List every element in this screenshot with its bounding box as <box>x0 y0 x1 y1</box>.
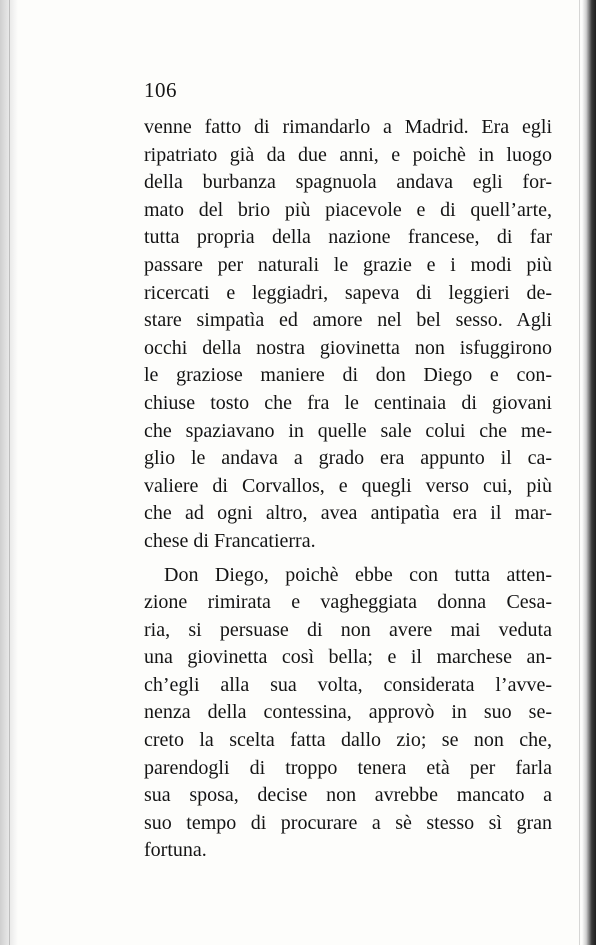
page-edge-line <box>579 0 580 945</box>
text-line: stare simpatìa ed amore nel bel sesso. Agli <box>144 309 552 332</box>
page-gutter-line <box>9 0 10 945</box>
body-text <box>144 114 552 865</box>
text-line: ria, si persuase di non avere mai veduta <box>144 618 552 641</box>
text-line: le graziose maniere di don Diego e con- <box>144 364 552 387</box>
page-number: 106 <box>144 78 177 102</box>
text-line: che spaziavano in quelle sale colui che me- <box>144 419 552 442</box>
text-line: occhi della nostra giovinetta non isfuggirono <box>144 336 552 359</box>
text-line: che ad ogni altro, avea antipatìa era il mar- <box>144 502 552 525</box>
text-line: della burbanza spagnuola andava egli for- <box>144 171 552 194</box>
text-line: chiuse tosto che fra le centinaia di giovani <box>144 391 552 414</box>
text-line: zione rimirata e vagheggiata donna Cesa- <box>144 591 552 614</box>
text-line: passare per naturali le grazie e i modi più <box>144 253 552 276</box>
text-line: creto la scelta fatta dallo zio; se non che, <box>144 729 552 752</box>
text-line: una giovinetta così bella; e il marchese an- <box>144 646 552 669</box>
text-line: nenza della contessina, approvò in suo se- <box>144 701 552 724</box>
text-line: ch’egli alla sua volta, considerata l’avve- <box>144 673 552 696</box>
text-line: chese di Francatierra. <box>144 529 316 552</box>
text-line: parendogli di troppo tenera età per farla <box>144 756 552 779</box>
text-line: glio le andava a grado era appunto il ca- <box>144 447 552 470</box>
text-line: ricercati e leggiadri, sapeva di leggieri de- <box>144 281 552 304</box>
text-line: suo tempo di procurare a sè stesso sì gran <box>144 811 552 834</box>
page-edge-shadow <box>582 0 596 945</box>
text-line: ripatriato già da due anni, e poichè in luogo <box>144 143 552 166</box>
text-line: venne fatto di rimandarlo a Madrid. Era egli <box>144 116 552 138</box>
text-line: mato del brio più piacevole e di quell’arte, <box>144 198 552 221</box>
text-line: tutta propria della nazione francese, di far <box>144 226 552 249</box>
text-line: fortuna. <box>144 839 207 862</box>
text-line: Don Diego, poichè ebbe con tutta atten- <box>164 563 552 586</box>
text-line: sua sposa, decise non avrebbe mancato a <box>144 784 552 807</box>
text-line: valiere di Corvallos, e quegli verso cui, più <box>144 474 552 497</box>
